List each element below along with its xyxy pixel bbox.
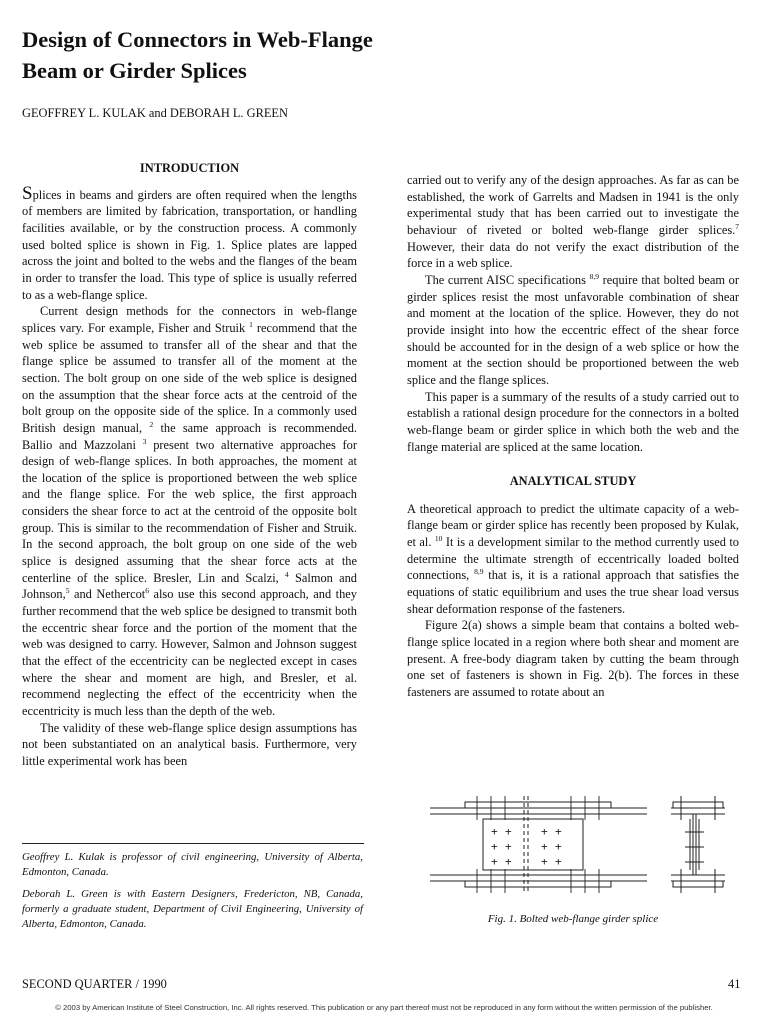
citation: 2	[149, 419, 154, 429]
title-line-1: Design of Connectors in Web-Flange	[22, 27, 373, 52]
citation: 1	[249, 319, 253, 329]
drop-cap: S	[22, 182, 33, 204]
web-bolt: +	[541, 825, 548, 838]
web-bolt: +	[555, 825, 562, 838]
right-paragraph-2: The current AISC specifications $^{8,9}$ require that bolted beam or girder splices resist the most unfavorable combination of shear and moment at the location of the splice. However, they do not provide insight into how the eccentric effect of the shear force should be accounted for in the design of a web splice or how the moment at the section should be proportioned between the web splice and the flange splices.	[407, 271, 740, 387]
section-heading-introduction: INTRODUCTION	[139, 161, 240, 175]
copyright-notice: © 2003 by American Institute of Steel Construction, Inc. All rights reserved. This publication or any part thereof must not be reproduced in any form without the written permission of the publisher.	[55, 1003, 713, 1012]
web-bolt: +	[491, 840, 498, 853]
citation: 4	[285, 569, 289, 579]
right-paragraph-1: carried out to verify any of the design approaches. As far as can be established, the work of Garrelts and Madsen in 1941 is the only experimental study that has been carried out to investigate the behaviour of riveted or bolted web-flange girder splices.$^7$ However, their data do not verify the exact distribution of the force in a web splice.	[407, 173, 739, 271]
analytical-paragraph-2: Figure 2(a) shows a simple beam that contains a bolted web-flange splice located in a region where both shear and moment are present. A free-body diagram taken by cutting the beam through one set of fasteners is shown in Fig. 2(b). The forces in these fasteners are assumed to rotate about an	[407, 618, 739, 700]
author-footnotes	[22, 850, 363, 939]
web-bolt: +	[505, 825, 512, 838]
citation: 6	[145, 586, 149, 596]
citation: 10	[434, 534, 443, 544]
footnote-kulak: Geoffrey L. Kulak is professor of civil engineering, University of Alberta, Edmonton, Canada.	[22, 851, 363, 878]
web-bolt: +	[491, 825, 498, 838]
footnote-green: Deborah L. Green is with Eastern Designers, Fredericton, NB, Canada, formerly a graduate student, Department of Civil Engineering, University of Alberta, Edmonton, Canada.	[22, 888, 363, 930]
citation: 3	[142, 436, 147, 446]
intro-paragraph-3: The validity of these web-flange splice design assumptions has not been substantiated on an analytical basis. Furthermore, very little experimental work has been	[22, 720, 357, 768]
citation: 5	[65, 586, 70, 596]
title-line-2: Beam or Girder Splices	[22, 58, 247, 83]
citation: 7	[735, 221, 739, 231]
footnote-rule	[22, 843, 364, 844]
intro-paragraph-1: Splices in beams and girders are often required when the lengths of members are limited by fabrication, transportation, or handling facilities available, or by the construction process. A commonly used bolted splice is shown in Fig. 1. Splice plates are lapped across the joint and bolted to the webs and the flanges of the beam in order to transfer the load. This type of splice is usually referred to as a web-flange splice.	[22, 182, 357, 302]
web-bolt: +	[491, 855, 498, 868]
page-number: 41	[728, 977, 741, 991]
web-bolt: +	[541, 855, 548, 868]
section-heading-analytical-study: ANALYTICAL STUDY	[509, 474, 637, 489]
right-paragraph-3: This paper is a summary of the results of a study carried out to establish a rational design procedure for the connectors in a bolted web-flange beam or girder splice in which both the web and the flange material are spliced at the same location.	[407, 389, 739, 454]
intro-paragraph-2: Current design methods for the connectors in web-flange splices vary. For example, Fisher and Struik $^1$ recommend that the web splice be assumed to transfer all of the shear and that the flange splice be assumed to transfer all of the moment at the section. The bolt group on one side of the web splice is designed on the assumption that the shear force acts at the centroid of the bolt group on the opposite side of the splice. In a commonly used British design manual, $^2$ the same approach is recommended. Ballio and Mazzolani $^3$ present two alternative approaches for design of web-flange splices. In both approaches, the moment at the location of the splice is proportioned between the web splice and the flange splice. For the web splice, the first approach considers the shear force to act at the centroid of the opposite bolt group. This is similar to the recommendation of Fisher and Struik. In the second approach, the bolt group on one side of the web splice is designed assuming that the shear force acts at the centerline of the splice. Bresler, Lin and Scalzi, $^4$ Salmon and Johnson,$^5$ and Nethercot$^6$ also use this second approach, and they further recommend that the web splice be designed to transmit both the eccentric shear force and the portion of the moment that the web was designed to carry. However, Salmon and Johnson suggest that the effect of the eccentricity can be neglected except in cases where the shear and moment are high, and Bresler, et al. recommend neglecting the effect of the eccentricity when the eccentricity is much less than the depth of the web.	[22, 304, 358, 718]
issue-label: SECOND QUARTER / 1990	[22, 977, 167, 991]
right-column	[407, 172, 739, 701]
web-bolt: +	[555, 855, 562, 868]
authors: GEOFFREY L. KULAK and DEBORAH L. GREEN	[22, 106, 288, 120]
web-bolt: +	[555, 840, 562, 853]
analytical-paragraph-1: A theoretical approach to predict the ultimate capacity of a web-flange beam or girder splice has recently been proposed by Kulak, et al. $^{10}$ It is a development similar to the method currently used to determine the ultimate strength of eccentrically loaded bolted connections, $^{8,9}$ that is, it is a rational approach that satisfies the equations of static equilibrium and uses the true shear load versus shear deformation response of the fasteners.	[407, 501, 740, 616]
web-bolt: +	[505, 840, 512, 853]
web-bolt: +	[505, 855, 512, 868]
article-title	[22, 24, 542, 86]
citation: 8,9	[589, 271, 599, 281]
citation: 8,9	[474, 567, 484, 577]
figure-caption: Fig. 1. Bolted web-flange girder splice	[487, 913, 659, 925]
web-bolt: +	[541, 840, 548, 853]
girder-splice-figure	[425, 790, 735, 905]
left-column	[22, 160, 357, 770]
